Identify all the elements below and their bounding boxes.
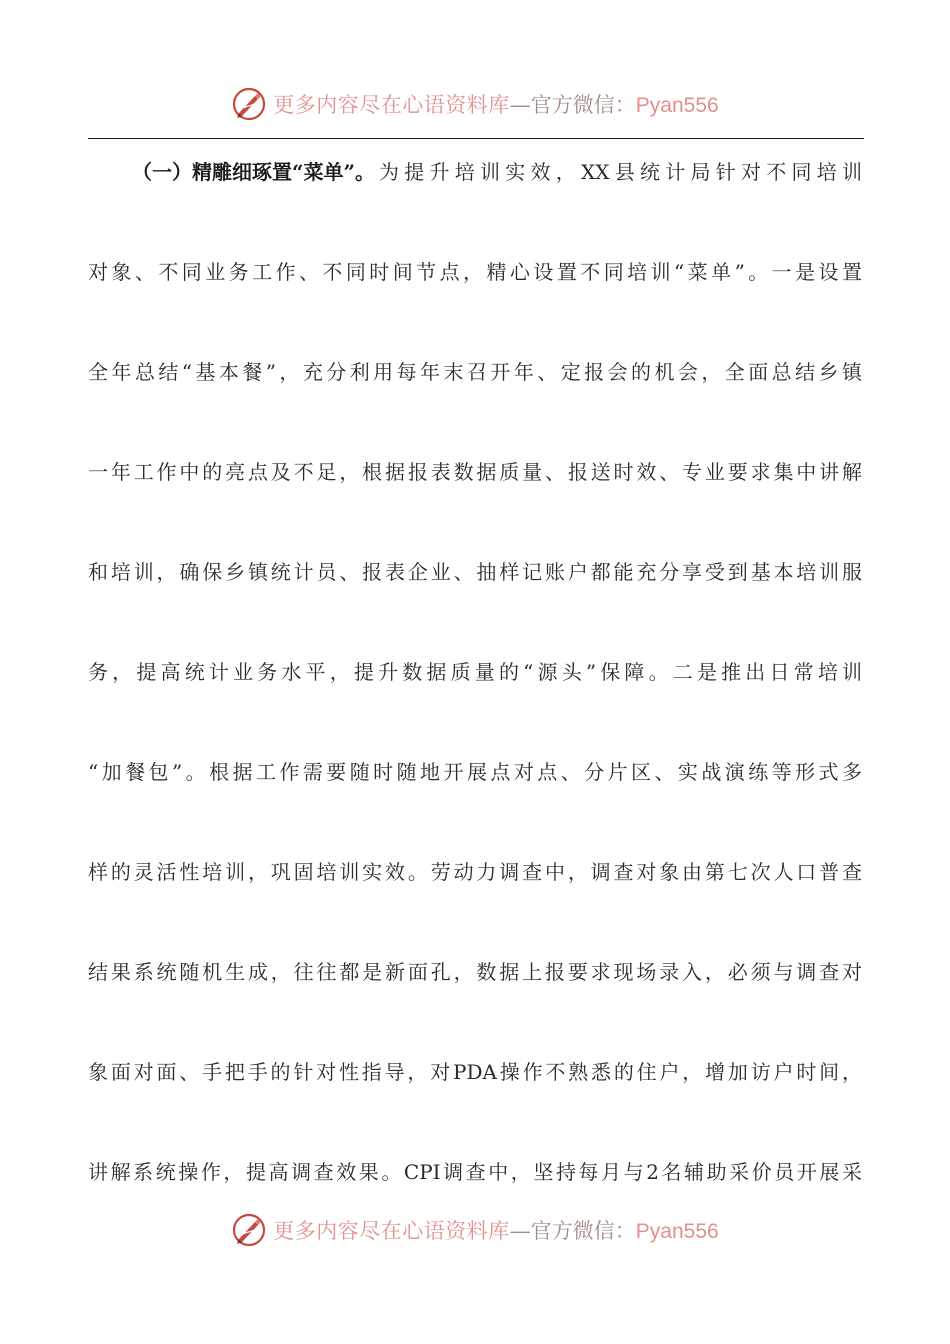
- paragraph-line: [88, 748, 862, 848]
- paragraph-line-text: 全年总结“基本餐”，充分利用每年末召开年、定报会的机会，全面总结乡镇: [88, 360, 862, 384]
- header-divider: [88, 138, 864, 139]
- document-body: [88, 148, 862, 1248]
- watermark-official-label: 官方微信：: [530, 93, 636, 117]
- section-heading: （一）精雕细琢置“菜单”。: [132, 160, 376, 184]
- paragraph-line: [88, 348, 862, 448]
- paragraph-line-text: 样的灵活性培训，巩固培训实效。劳动力调查中，调查对象由第七次人口普查: [88, 860, 862, 884]
- paragraph-line-text: 讲解系统操作，提高调查效果。CPI调查中，坚持每月与2名辅助采价员开展采: [88, 1160, 862, 1184]
- paragraph-first-line: [88, 148, 862, 248]
- paragraph-line: [88, 848, 862, 948]
- paragraph-line-text: 结果系统随机生成，往往都是新面孔，数据上报要求现场录入，必须与调查对: [88, 960, 862, 984]
- watermark-account-id: Pyan556: [635, 94, 719, 117]
- watermark-account-id: Pyan556: [635, 1220, 719, 1243]
- paragraph-line: [88, 648, 862, 748]
- header-watermark: [0, 84, 950, 124]
- paragraph-line-text: “加餐包”。根据工作需要随时随地开展点对点、分片区、实战演练等形式多: [88, 760, 862, 784]
- watermark-site-name: 更多内容尽在心语资料库: [273, 1219, 510, 1243]
- watermark-site-name: 更多内容尽在心语资料库: [273, 93, 510, 117]
- paragraph-line-text: 一年工作中的亮点及不足，根据报表数据质量、报送时效、专业要求集中讲解: [88, 460, 862, 484]
- first-line-text: 为提升培训实效，XX县统计局针对不同培训: [379, 160, 862, 184]
- paragraph-line: [88, 448, 862, 548]
- pen-logo-icon: [231, 1212, 267, 1248]
- paragraph-line: [88, 948, 862, 1048]
- paragraph-line-text: 和培训，确保乡镇统计员、报表企业、抽样记账户都能充分享受到基本培训服: [88, 560, 862, 584]
- paragraph-lines: [88, 248, 862, 1248]
- paragraph-line-text: 务，提高统计业务水平，提升数据质量的“源头”保障。二是推出日常培训: [88, 660, 862, 684]
- watermark-official-label: 官方微信：: [530, 1219, 636, 1243]
- watermark-dash: —: [509, 93, 531, 117]
- paragraph-line: [88, 1048, 862, 1148]
- watermark-dash: —: [509, 1219, 531, 1243]
- paragraph-line-text: 象面对面、手把手的针对性指导，对PDA操作不熟悉的住户，增加访户时间，: [88, 1060, 862, 1084]
- paragraph-line-text: 对象、不同业务工作、不同时间节点，精心设置不同培训“菜单”。一是设置: [88, 260, 862, 284]
- paragraph-line: [88, 548, 862, 648]
- paragraph-line: [88, 248, 862, 348]
- pen-logo-icon: [231, 86, 267, 122]
- footer-watermark: [0, 1210, 950, 1250]
